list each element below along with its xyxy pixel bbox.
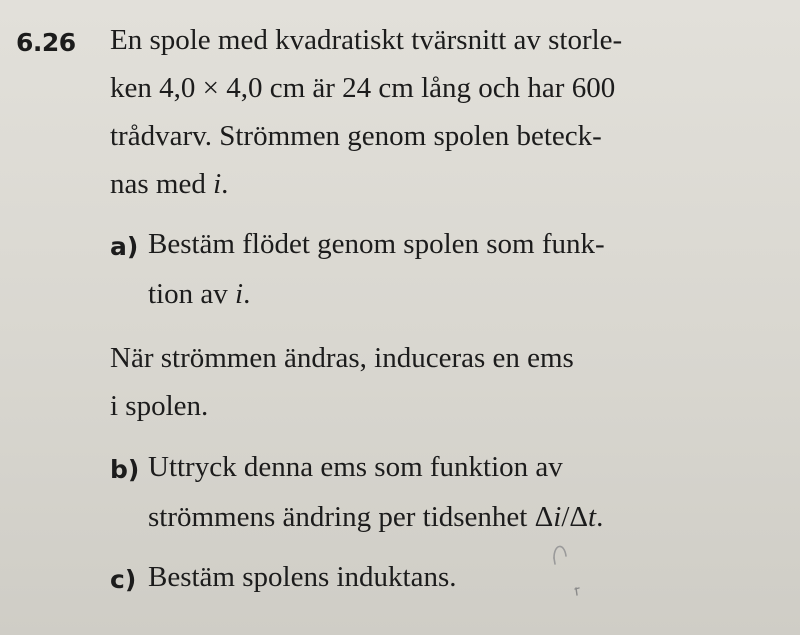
part-b-line-2-text: strömmens ändring per tidsenhet Δ <box>148 501 554 533</box>
part-c-line-1: Bestäm spolens induktans. <box>148 561 457 593</box>
part-b-line-2 <box>148 503 603 532</box>
intro-line-3: trådvarv. Strömmen genom spolen beteck- <box>110 120 602 152</box>
middle-line-1: När strömmen ändras, induceras en ems <box>110 342 574 374</box>
variable-i: i <box>213 168 222 200</box>
part-b-slash: /Δ <box>561 501 589 533</box>
part-b-period: . <box>596 501 604 533</box>
intro-line-4 <box>110 170 228 199</box>
middle-line-2: i spolen. <box>110 390 209 422</box>
part-a-label: a) <box>110 232 139 261</box>
part-b-line-1: Uttryck denna ems som funktion av <box>148 451 563 483</box>
intro-period: . <box>221 168 229 200</box>
part-a-line-2-text: tion av <box>148 278 228 310</box>
pencil-mark-icon <box>548 538 588 598</box>
part-a-variable-i: i <box>235 278 244 310</box>
intro-line-2: ken 4,0 × 4,0 cm är 24 cm lång och har 600 <box>110 72 616 104</box>
part-a-period: . <box>243 278 251 310</box>
problem-number: 6.26 <box>16 28 76 57</box>
part-a-line-2 <box>148 280 250 309</box>
part-c-label: c) <box>110 565 137 594</box>
intro-line-1: En spole med kvadratiskt tvärsnitt av storle- <box>110 24 623 56</box>
intro-line-4-text: nas med <box>110 168 206 200</box>
part-b-variable-t: t <box>588 501 597 533</box>
part-b-label: b) <box>110 455 140 484</box>
part-a-line-1: Bestäm flödet genom spolen som funk- <box>148 228 605 260</box>
part-b-variable-i: i <box>553 501 562 533</box>
